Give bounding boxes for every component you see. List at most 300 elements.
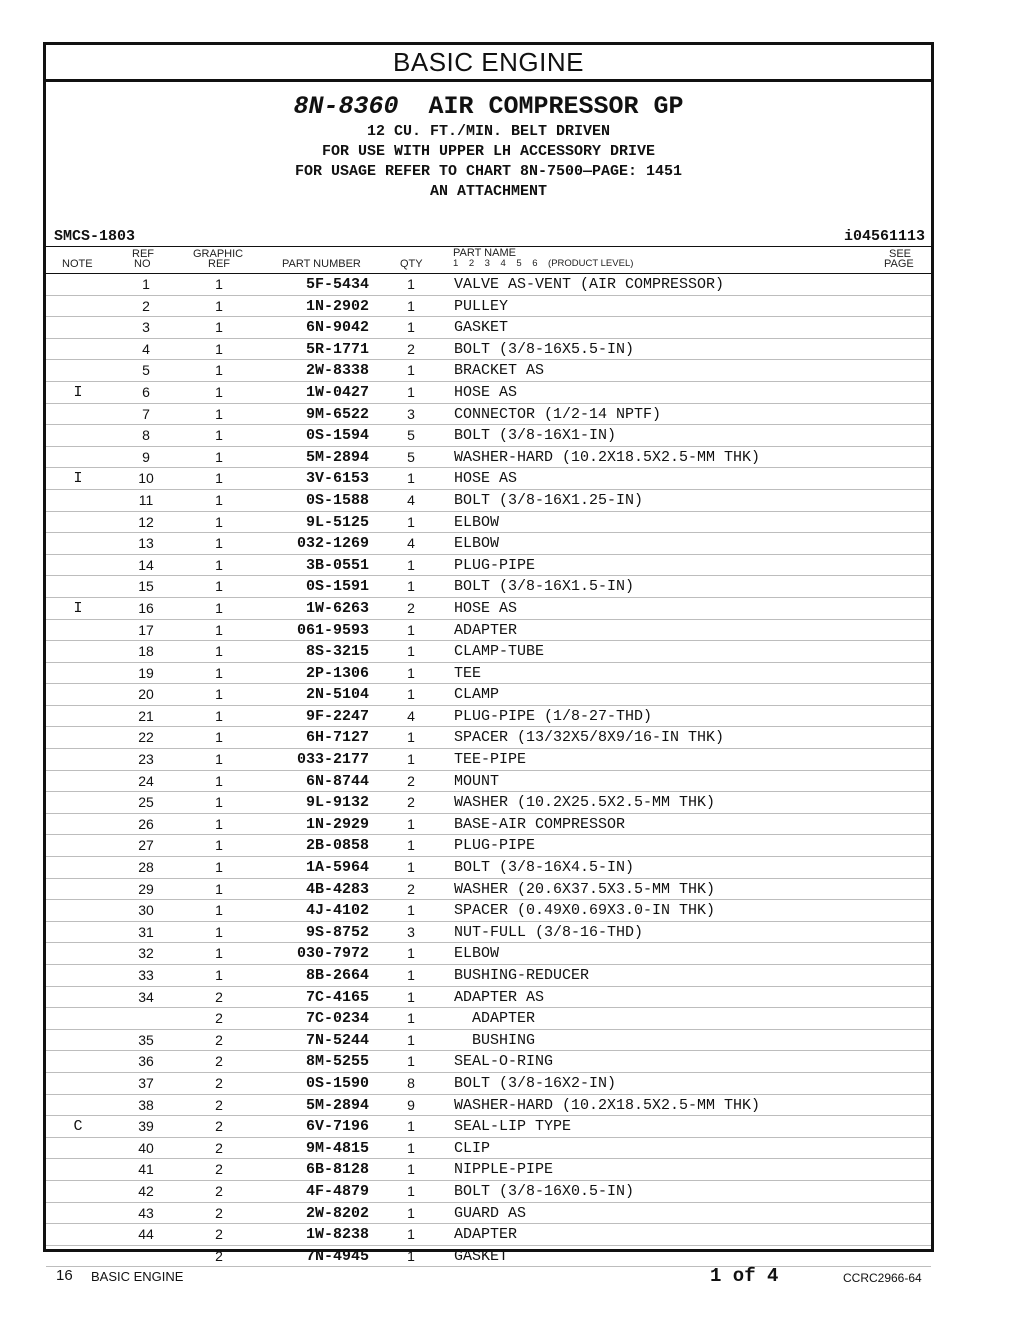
table-row bbox=[46, 360, 931, 382]
row-qty: 1 bbox=[407, 1161, 415, 1178]
row-ref-no: 30 bbox=[138, 902, 154, 919]
table-row bbox=[46, 382, 931, 404]
row-graphic-ref: 1 bbox=[215, 599, 223, 616]
table-row bbox=[46, 879, 931, 901]
row-graphic-ref: 2 bbox=[215, 1247, 223, 1264]
group-name: AIR COMPRESSOR GP bbox=[428, 92, 684, 121]
row-part-number: 4B-4283 bbox=[305, 880, 369, 898]
row-graphic-ref: 1 bbox=[215, 276, 223, 292]
row-part-name: BASE-AIR COMPRESSOR bbox=[454, 815, 626, 833]
row-part-number: 1A-5964 bbox=[305, 859, 369, 877]
row-part-name: SEAL-O-RING bbox=[454, 1053, 554, 1071]
row-part-name: VALVE AS-VENT (AIR COMPRESSOR) bbox=[454, 276, 725, 293]
page-footer bbox=[0, 1265, 1020, 1289]
row-part-name: HOSE AS bbox=[454, 599, 518, 617]
row-graphic-ref: 2 bbox=[215, 1118, 223, 1135]
row-part-name: WASHER-HARD (10.2X18.5X2.5-MM THK) bbox=[454, 448, 761, 466]
column-header bbox=[46, 247, 931, 274]
row-qty: 1 bbox=[407, 1204, 415, 1221]
row-part-number: 7C-0234 bbox=[305, 1010, 369, 1028]
table-row bbox=[46, 620, 931, 642]
row-qty: 1 bbox=[407, 729, 415, 746]
table-row bbox=[46, 857, 931, 879]
row-part-number: 4F-4879 bbox=[305, 1182, 369, 1200]
row-part-name: BOLT (3/8-16X5.5-IN) bbox=[454, 340, 635, 358]
table-row bbox=[46, 900, 931, 922]
row-ref-no: 13 bbox=[138, 535, 154, 552]
row-qty: 1 bbox=[407, 1053, 415, 1070]
row-part-name: HOSE AS bbox=[454, 383, 518, 401]
row-graphic-ref: 2 bbox=[215, 1161, 223, 1178]
row-qty: 1 bbox=[407, 276, 415, 292]
row-graphic-ref: 1 bbox=[215, 686, 223, 703]
row-part-name: WASHER-HARD (10.2X18.5X2.5-MM THK) bbox=[454, 1096, 761, 1114]
row-ref-no: 19 bbox=[138, 664, 154, 681]
footer-doc-code: CCRC2966-64 bbox=[843, 1271, 922, 1285]
row-ref-no: 38 bbox=[138, 1096, 154, 1113]
footer-page-of: 1 of 4 bbox=[710, 1265, 779, 1287]
row-graphic-ref: 1 bbox=[215, 448, 223, 465]
smcs-code: SMCS-1803 bbox=[54, 228, 136, 245]
row-part-number: 2B-0858 bbox=[305, 837, 369, 855]
parts-page-frame bbox=[43, 42, 934, 1265]
table-row bbox=[46, 317, 931, 339]
row-part-number: 1W-6263 bbox=[305, 599, 369, 617]
row-part-name: ADAPTER bbox=[454, 1226, 518, 1244]
row-qty: 2 bbox=[407, 772, 415, 789]
footer-page-number: 16 bbox=[56, 1267, 73, 1284]
row-part-number: 9F-2247 bbox=[305, 707, 369, 725]
row-part-number: 8B-2664 bbox=[305, 967, 369, 984]
row-ref-no: 2 bbox=[142, 297, 150, 314]
row-qty: 1 bbox=[407, 988, 415, 1005]
row-graphic-ref: 1 bbox=[215, 707, 223, 724]
row-part-number: 3V-6153 bbox=[305, 470, 369, 488]
row-graphic-ref: 2 bbox=[215, 1226, 223, 1243]
table-row bbox=[46, 1203, 931, 1225]
col-product-level: 1 2 3 4 5 6 (PRODUCT LEVEL) bbox=[453, 258, 634, 269]
row-ref-no: 15 bbox=[138, 578, 154, 595]
row-part-name: PULLEY bbox=[454, 297, 509, 315]
table-row bbox=[46, 1224, 931, 1246]
table-row bbox=[46, 771, 931, 793]
col-see-top: SEE bbox=[889, 248, 912, 260]
row-part-name: MOUNT bbox=[454, 772, 500, 790]
row-ref-no: 11 bbox=[138, 491, 154, 508]
row-ref-no: 3 bbox=[142, 319, 150, 336]
row-part-name: ELBOW bbox=[454, 513, 500, 531]
table-row bbox=[46, 1073, 931, 1095]
row-graphic-ref: 2 bbox=[215, 1074, 223, 1091]
row-graphic-ref: 1 bbox=[215, 319, 223, 336]
row-qty: 1 bbox=[407, 1139, 415, 1156]
row-part-name: GASKET bbox=[454, 1247, 509, 1265]
row-qty: 5 bbox=[407, 448, 415, 465]
table-row bbox=[46, 922, 931, 944]
row-qty: 1 bbox=[407, 837, 415, 854]
group-subtitle-3: FOR USAGE REFER TO CHART 8N-7500—PAGE: 1451 bbox=[294, 163, 683, 180]
row-graphic-ref: 1 bbox=[215, 859, 223, 876]
row-graphic-ref: 1 bbox=[215, 837, 223, 854]
row-ref-no: 23 bbox=[138, 751, 154, 768]
row-qty: 1 bbox=[407, 945, 415, 962]
row-part-number: 6V-7196 bbox=[305, 1118, 369, 1136]
row-ref-no: 40 bbox=[138, 1139, 154, 1156]
row-ref-no: 18 bbox=[138, 643, 154, 660]
row-part-number: 1N-2929 bbox=[305, 815, 369, 833]
row-part-number: 032-1269 bbox=[296, 535, 369, 553]
row-qty: 1 bbox=[407, 1247, 415, 1264]
table-row bbox=[46, 706, 931, 728]
row-qty: 1 bbox=[407, 1010, 415, 1027]
row-graphic-ref: 1 bbox=[215, 945, 223, 962]
row-ref-no: 10 bbox=[138, 470, 154, 487]
row-graphic-ref: 1 bbox=[215, 427, 223, 444]
row-part-name: CLAMP bbox=[454, 686, 500, 704]
row-ref-no: 32 bbox=[138, 945, 154, 962]
row-qty: 1 bbox=[407, 621, 415, 638]
table-row bbox=[46, 1008, 931, 1030]
row-graphic-ref: 1 bbox=[215, 405, 223, 422]
group-part-number: 8N-8360 bbox=[293, 92, 399, 121]
row-qty: 3 bbox=[407, 923, 415, 940]
row-graphic-ref: 1 bbox=[215, 967, 223, 983]
row-part-number: 1N-2902 bbox=[305, 297, 369, 315]
row-part-name: TEE bbox=[454, 664, 482, 682]
row-ref-no: 27 bbox=[138, 837, 154, 854]
row-ref-no: 8 bbox=[142, 427, 150, 444]
row-part-number: 0S-1591 bbox=[305, 578, 369, 596]
row-ref-no: 41 bbox=[138, 1161, 154, 1178]
row-part-name: BOLT (3/8-16X2-IN) bbox=[454, 1074, 617, 1092]
row-qty: 8 bbox=[407, 1074, 415, 1091]
table-row bbox=[46, 1159, 931, 1181]
group-header bbox=[46, 92, 931, 247]
row-graphic-ref: 1 bbox=[215, 513, 223, 530]
row-qty: 1 bbox=[407, 383, 415, 400]
table-row bbox=[46, 598, 931, 620]
row-graphic-ref: 1 bbox=[215, 535, 223, 552]
row-part-number: 7C-4165 bbox=[305, 988, 369, 1006]
row-part-name: ADAPTER bbox=[454, 621, 518, 639]
row-ref-no: 28 bbox=[138, 859, 154, 876]
row-graphic-ref: 1 bbox=[215, 772, 223, 789]
group-subtitle-1: 12 CU. FT./MIN. BELT DRIVEN bbox=[366, 123, 611, 140]
table-row bbox=[46, 1030, 931, 1052]
table-row bbox=[46, 447, 931, 469]
row-ref-no: 25 bbox=[138, 794, 154, 811]
row-ref-no: 36 bbox=[138, 1053, 154, 1070]
row-graphic-ref: 1 bbox=[215, 621, 223, 638]
row-qty: 2 bbox=[407, 880, 415, 897]
row-part-number: 3B-0551 bbox=[305, 556, 369, 574]
row-part-number: 5R-1771 bbox=[305, 340, 369, 358]
table-row bbox=[46, 490, 931, 512]
row-qty: 2 bbox=[407, 340, 415, 357]
table-row bbox=[46, 1138, 931, 1160]
row-graphic-ref: 2 bbox=[215, 1204, 223, 1221]
row-part-name: GUARD AS bbox=[454, 1204, 527, 1222]
row-part-number: 9L-5125 bbox=[305, 513, 369, 531]
row-part-name: SEAL-LIP TYPE bbox=[454, 1118, 572, 1136]
row-part-name: ADAPTER AS bbox=[454, 988, 545, 1006]
row-part-name: GASKET bbox=[454, 319, 509, 337]
row-graphic-ref: 2 bbox=[215, 988, 223, 1005]
row-part-name: BUSHING bbox=[454, 1031, 536, 1049]
row-graphic-ref: 1 bbox=[215, 880, 223, 897]
row-qty: 1 bbox=[407, 556, 415, 573]
row-part-number: 7N-5244 bbox=[305, 1031, 369, 1049]
row-part-number: 0S-1590 bbox=[305, 1074, 369, 1092]
row-part-number: 8S-3215 bbox=[305, 643, 369, 661]
table-row bbox=[46, 943, 931, 965]
table-row bbox=[46, 576, 931, 598]
table-row bbox=[46, 339, 931, 361]
row-part-number: 1W-0427 bbox=[305, 383, 369, 401]
row-qty: 1 bbox=[407, 1182, 415, 1199]
table-row bbox=[46, 792, 931, 814]
row-part-number: 6H-7127 bbox=[305, 729, 369, 747]
row-part-name: TEE-PIPE bbox=[454, 751, 527, 769]
table-row bbox=[46, 468, 931, 490]
row-ref-no: 9 bbox=[142, 448, 150, 465]
row-part-name: HOSE AS bbox=[454, 470, 518, 488]
row-part-number: 0S-1588 bbox=[305, 491, 369, 509]
col-part-name: PART NAME bbox=[453, 247, 516, 259]
row-graphic-ref: 2 bbox=[215, 1053, 223, 1070]
row-qty: 1 bbox=[407, 664, 415, 681]
row-ref-no: 34 bbox=[138, 988, 154, 1005]
row-part-name: PLUG-PIPE (1/8-27-THD) bbox=[454, 707, 653, 725]
row-graphic-ref: 1 bbox=[215, 491, 223, 508]
table-row bbox=[46, 555, 931, 577]
row-qty: 4 bbox=[407, 535, 415, 552]
row-part-name: BOLT (3/8-16X1.25-IN) bbox=[454, 491, 644, 509]
table-row bbox=[46, 1116, 931, 1138]
row-part-number: 2W-8202 bbox=[305, 1204, 369, 1222]
row-part-name: BOLT (3/8-16X0.5-IN) bbox=[454, 1182, 635, 1200]
row-ref-no: 43 bbox=[138, 1204, 154, 1221]
illustration-id: i04561113 bbox=[843, 228, 925, 245]
col-part-number: PART NUMBER bbox=[282, 258, 361, 270]
row-part-name: WASHER (10.2X25.5X2.5-MM THK) bbox=[454, 794, 716, 812]
row-graphic-ref: 2 bbox=[215, 1182, 223, 1199]
row-part-name: ELBOW bbox=[454, 535, 500, 553]
row-qty: 1 bbox=[407, 578, 415, 595]
row-graphic-ref: 1 bbox=[215, 340, 223, 357]
row-graphic-ref: 1 bbox=[215, 664, 223, 681]
row-part-number: 9M-6522 bbox=[305, 405, 369, 423]
row-part-number: 7N-4945 bbox=[305, 1247, 369, 1265]
row-qty: 1 bbox=[407, 1031, 415, 1048]
table-row bbox=[46, 814, 931, 836]
table-row bbox=[46, 296, 931, 318]
table-row bbox=[46, 274, 931, 296]
row-graphic-ref: 1 bbox=[215, 729, 223, 746]
table-row bbox=[46, 965, 931, 987]
row-part-number: 2N-5104 bbox=[305, 686, 369, 704]
row-ref-no: 35 bbox=[138, 1031, 154, 1048]
row-part-name: NUT-FULL (3/8-16-THD) bbox=[454, 923, 644, 941]
col-see-bottom: PAGE bbox=[884, 258, 914, 270]
row-ref-no: 31 bbox=[138, 923, 154, 940]
row-graphic-ref: 1 bbox=[215, 297, 223, 314]
row-ref-no: 1 bbox=[142, 276, 150, 292]
row-ref-no: 4 bbox=[142, 340, 150, 357]
row-part-number: 1W-8238 bbox=[305, 1226, 369, 1244]
row-qty: 1 bbox=[407, 686, 415, 703]
row-part-number: 9S-8752 bbox=[305, 923, 369, 941]
row-part-name: PLUG-PIPE bbox=[454, 837, 536, 855]
col-ref-bottom: NO bbox=[134, 258, 151, 270]
footer-section: BASIC ENGINE bbox=[91, 1269, 184, 1284]
row-graphic-ref: 1 bbox=[215, 383, 223, 400]
row-part-number: 030-7972 bbox=[296, 945, 369, 963]
row-ref-no: 44 bbox=[138, 1226, 154, 1243]
row-part-name: BOLT (3/8-16X4.5-IN) bbox=[454, 859, 635, 877]
col-gref-bottom: REF bbox=[208, 258, 230, 270]
row-part-name: NIPPLE-PIPE bbox=[454, 1161, 554, 1179]
table-row bbox=[46, 987, 931, 1009]
table-row bbox=[46, 1051, 931, 1073]
row-ref-no: 17 bbox=[138, 621, 154, 638]
row-ref-no: 16 bbox=[138, 599, 154, 616]
row-qty: 1 bbox=[407, 815, 415, 832]
row-part-name: WASHER (20.6X37.5X3.5-MM THK) bbox=[454, 880, 716, 898]
col-qty: QTY bbox=[400, 258, 423, 270]
row-part-name: SPACER (0.49X0.69X3.0-IN THK) bbox=[454, 902, 716, 920]
row-qty: 1 bbox=[407, 751, 415, 768]
row-part-number: 2W-8338 bbox=[305, 362, 369, 380]
table-row bbox=[46, 684, 931, 706]
row-part-number: 0S-1594 bbox=[305, 427, 369, 445]
row-part-number: 9M-4815 bbox=[305, 1139, 369, 1157]
row-qty: 1 bbox=[407, 967, 415, 983]
row-qty: 1 bbox=[407, 513, 415, 530]
row-part-number: 033-2177 bbox=[296, 751, 369, 769]
row-qty: 1 bbox=[407, 470, 415, 487]
row-ref-no: 12 bbox=[138, 513, 154, 530]
row-part-number: 4J-4102 bbox=[305, 902, 369, 920]
table-row bbox=[46, 663, 931, 685]
row-graphic-ref: 2 bbox=[215, 1139, 223, 1156]
table-row bbox=[46, 1095, 931, 1117]
row-part-name: ADAPTER bbox=[454, 1010, 536, 1028]
parts-list bbox=[46, 274, 931, 1267]
row-part-number: 5F-5434 bbox=[305, 276, 369, 293]
row-graphic-ref: 2 bbox=[215, 1010, 223, 1027]
row-qty: 1 bbox=[407, 902, 415, 919]
row-ref-no: 20 bbox=[138, 686, 154, 703]
row-qty: 4 bbox=[407, 707, 415, 724]
row-qty: 2 bbox=[407, 794, 415, 811]
row-ref-no: 5 bbox=[142, 362, 150, 379]
group-title bbox=[46, 92, 931, 122]
table-row bbox=[46, 749, 931, 771]
row-qty: 3 bbox=[407, 405, 415, 422]
row-ref-no: 22 bbox=[138, 729, 154, 746]
row-qty: 1 bbox=[407, 362, 415, 379]
row-part-number: 6N-8744 bbox=[305, 772, 369, 790]
row-ref-no: 7 bbox=[142, 405, 150, 422]
table-row bbox=[46, 835, 931, 857]
row-qty: 1 bbox=[407, 297, 415, 314]
table-row bbox=[46, 533, 931, 555]
row-qty: 9 bbox=[407, 1096, 415, 1113]
row-part-number: 9L-9132 bbox=[305, 794, 369, 812]
row-part-number: 061-9593 bbox=[296, 621, 369, 639]
row-ref-no: 33 bbox=[138, 967, 154, 983]
row-graphic-ref: 2 bbox=[215, 1096, 223, 1113]
row-part-name: BUSHING-REDUCER bbox=[454, 967, 590, 984]
table-row bbox=[46, 404, 931, 426]
row-part-number: 2P-1306 bbox=[305, 664, 369, 682]
row-ref-no: 26 bbox=[138, 815, 154, 832]
row-graphic-ref: 2 bbox=[215, 1031, 223, 1048]
row-graphic-ref: 1 bbox=[215, 556, 223, 573]
row-part-name: ELBOW bbox=[454, 945, 500, 963]
row-ref-no: 6 bbox=[142, 383, 150, 400]
row-ref-no: 37 bbox=[138, 1074, 154, 1091]
table-row bbox=[46, 727, 931, 749]
row-graphic-ref: 1 bbox=[215, 751, 223, 768]
row-ref-no: 39 bbox=[138, 1118, 154, 1135]
row-graphic-ref: 1 bbox=[215, 470, 223, 487]
row-graphic-ref: 1 bbox=[215, 578, 223, 595]
section-title: BASIC ENGINE bbox=[46, 45, 931, 82]
table-row bbox=[46, 1181, 931, 1203]
row-graphic-ref: 1 bbox=[215, 815, 223, 832]
row-ref-no: 21 bbox=[138, 707, 154, 724]
row-ref-no: 42 bbox=[138, 1182, 154, 1199]
row-ref-no: 24 bbox=[138, 772, 154, 789]
row-part-name: SPACER (13/32X5/8X9/16-IN THK) bbox=[454, 729, 725, 747]
col-gref-top: GRAPHIC bbox=[193, 248, 244, 260]
row-part-name: BRACKET AS bbox=[454, 362, 545, 380]
row-part-name: PLUG-PIPE bbox=[454, 556, 536, 574]
row-ref-no: 14 bbox=[138, 556, 154, 573]
row-part-number: 6N-9042 bbox=[305, 319, 369, 337]
row-graphic-ref: 1 bbox=[215, 923, 223, 940]
row-qty: 1 bbox=[407, 1118, 415, 1135]
row-qty: 1 bbox=[407, 643, 415, 660]
row-note: I bbox=[73, 599, 83, 617]
row-qty: 1 bbox=[407, 1226, 415, 1243]
row-graphic-ref: 1 bbox=[215, 794, 223, 811]
row-note: C bbox=[73, 1118, 83, 1136]
row-qty: 1 bbox=[407, 319, 415, 336]
col-note: NOTE bbox=[62, 258, 93, 270]
table-row bbox=[46, 641, 931, 663]
row-part-name: CLAMP-TUBE bbox=[454, 643, 545, 661]
row-part-name: BOLT (3/8-16X1.5-IN) bbox=[454, 578, 635, 596]
row-graphic-ref: 1 bbox=[215, 643, 223, 660]
group-subtitle-2: FOR USE WITH UPPER LH ACCESSORY DRIVE bbox=[321, 143, 656, 160]
row-part-number: 6B-8128 bbox=[305, 1161, 369, 1179]
row-qty: 5 bbox=[407, 427, 415, 444]
group-subtitle-4: AN ATTACHMENT bbox=[429, 183, 548, 200]
row-part-name: CLIP bbox=[454, 1139, 491, 1157]
table-row bbox=[46, 512, 931, 534]
row-part-number: 8M-5255 bbox=[305, 1053, 369, 1071]
col-ref-top: REF bbox=[132, 248, 154, 260]
row-part-number: 5M-2894 bbox=[305, 1096, 369, 1114]
row-graphic-ref: 1 bbox=[215, 902, 223, 919]
row-graphic-ref: 1 bbox=[215, 362, 223, 379]
row-part-number: 5M-2894 bbox=[305, 448, 369, 466]
row-ref-no: 29 bbox=[138, 880, 154, 897]
row-qty: 4 bbox=[407, 491, 415, 508]
